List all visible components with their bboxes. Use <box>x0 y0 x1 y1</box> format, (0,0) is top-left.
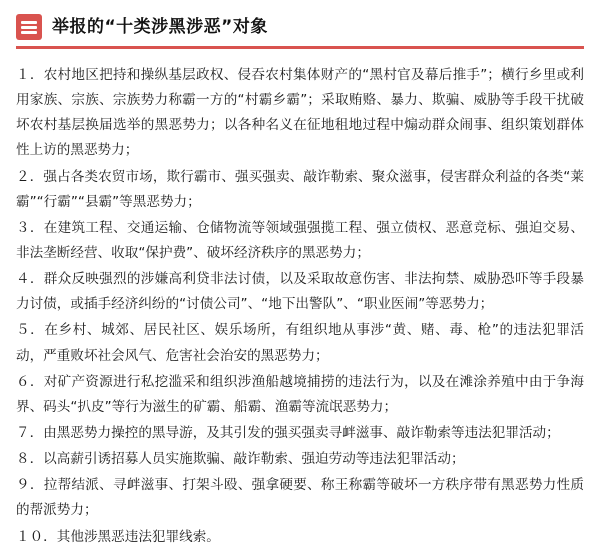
page-header <box>16 14 584 49</box>
list-lines-icon <box>16 14 42 40</box>
paragraph: ７．由黑恶势力操控的黑导游，及其引发的强买强卖寻衅滋事、敲诈勒索等违法犯罪活动； <box>16 424 560 441</box>
document-body <box>16 63 584 550</box>
paragraph: ２．强占各类农贸市场，欺行霸市、强买强卖、敲诈勒索、聚众滋事，侵害群众利益的各类“莱霸”“行霸”“县霸”等黑恶势力； <box>16 168 584 210</box>
paragraph: ４．群众反映强烈的涉嫌高利贷非法讨债，以及采取故意伤害、非法拘禁、威胁恐吓等手段暴力讨债，或插手经济纠纷的“讨债公司”、“地下出警队”、“职业医闹”等恶势力； <box>16 271 584 313</box>
paragraph: ９．拉帮结派、寻衅滋事、打架斗殴、强拿硬要、称王称霸等破坏一方秩序带有黑恶势力性质的帮派势力； <box>16 477 584 519</box>
paragraph: １．农村地区把持和操纵基层政权、侵吞农村集体财产的“黑村官及幕后推手”；横行乡里或利用家族、宗族、宗族势力称霸一方的“村霸乡霸”；采取贿赂、暴力、欺骗、威胁等手段干扰破坏农村基层换届选举的黑恶势力；以各种名义在征地租地过程中煽动群众闹事、组织策划群体性上访的黑恶势力； <box>16 67 584 159</box>
paragraph: ３．在建筑工程、交通运输、仓储物流等领域强强揽工程、强立债权、恶意竞标、强迫交易、非法垄断经营、收取“保护费”、破坏经济秩序的黑恶势力； <box>16 219 584 261</box>
page-title: 举报的“十类涉黑涉恶”对象 <box>52 17 268 37</box>
paragraph: ８．以高薪引诱招募人员实施欺骗、敲诈勒索、强迫劳动等违法犯罪活动； <box>16 451 465 468</box>
paragraph: ６．对矿产资源进行私挖滥采和组织涉渔船越境捕捞的违法行为，以及在滩涂养殖中由于争海界、码头“扒皮”等行为滋生的矿霸、船霸、渔霸等流氓恶势力； <box>16 373 584 415</box>
paragraph: １０．其他涉黑恶违法犯罪线索。 <box>16 528 220 545</box>
paragraph: ５．在乡村、城郊、居民社区、娱乐场所，有组织地从事涉“黄、赌、毒、枪”的违法犯罪活动，严重败坏社会风气、危害社会治安的黑恶势力； <box>16 322 584 364</box>
